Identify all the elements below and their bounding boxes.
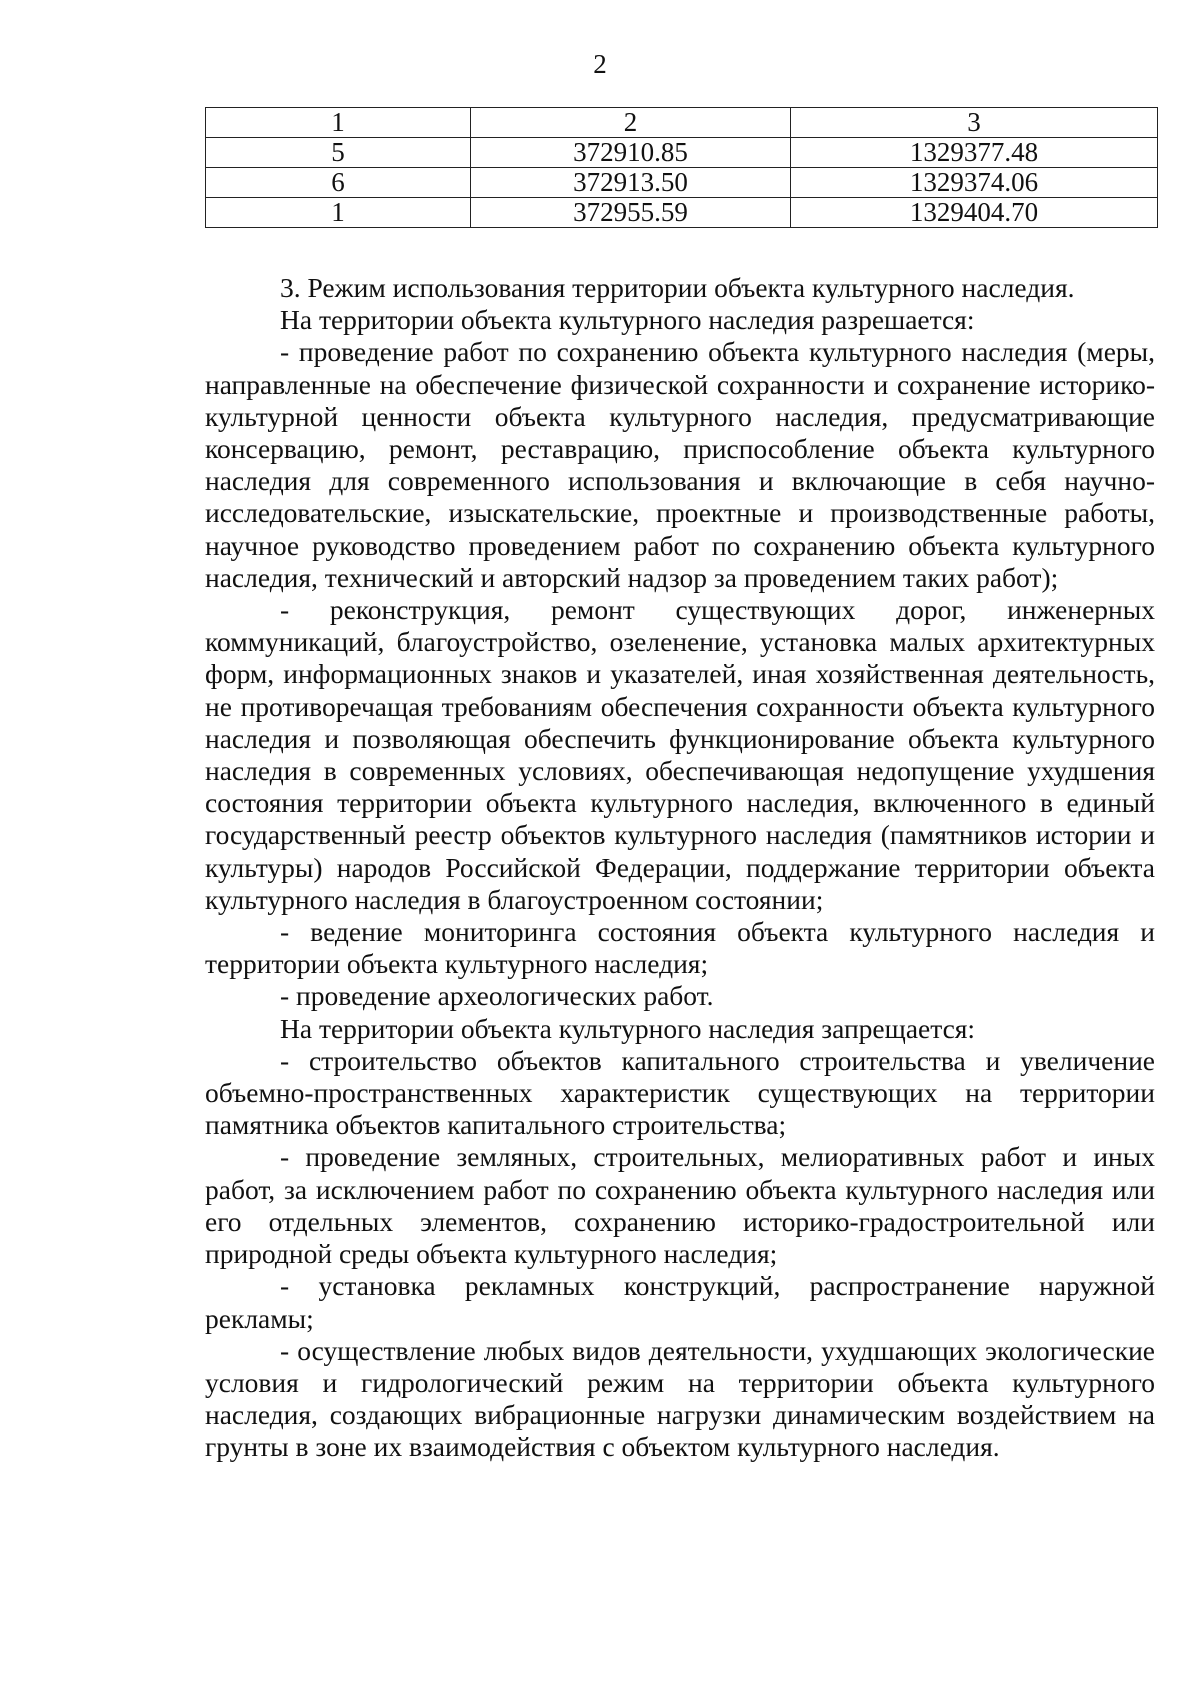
table-header-cell: 3 [791,108,1158,138]
allowed-item: - ведение мониторинга состояния объекта культурного наследия и территории объекта культурного наследия; [205,916,1155,980]
allowed-intro: На территории объекта культурного наследия разрешается: [280,304,975,336]
prohibited-item: - установка рекламных конструкций, распространение наружной рекламы; [205,1270,1155,1334]
document-body [205,272,1155,1464]
point-number-cell: 6 [206,168,471,198]
x-coordinate-cell: 372955.59 [471,198,791,228]
table-header-cell: 1 [206,108,471,138]
y-coordinate-cell: 1329374.06 [791,168,1158,198]
coordinates-table [205,107,1158,228]
x-coordinate-cell: 372910.85 [471,138,791,168]
allowed-item: - проведение археологических работ. [280,980,714,1012]
point-number-cell: 1 [206,198,471,228]
prohibited-item: - строительство объектов капитального строительства и увеличение объемно-пространственных характеристик существующих на территории памятника объектов капитального строительства; [205,1044,1155,1141]
table-row [206,168,1158,198]
prohibited-intro: На территории объекта культурного наследия запрещается: [280,1012,976,1044]
page-number: 2 [593,49,607,79]
point-number-cell: 5 [206,138,471,168]
y-coordinate-cell: 1329377.48 [791,138,1158,168]
table-row [206,138,1158,168]
section-heading: 3. Режим использования территории объекта культурного наследия. [280,272,1075,303]
y-coordinate-cell: 1329404.70 [791,198,1158,228]
table-row [206,198,1158,228]
allowed-item: - проведение работ по сохранению объекта культурного наследия (меры, направленные на обеспечение физической сохранности и сохранение историко-культурной ценности объекта культурного наследия, предусматривающие консервацию, ремонт, реставрацию, приспособление объекта культурного наследия для современного использования и включающие в себя научно-исследовательские, изыскательские, проектные и производственные работы, научное руководство проведением работ по сохранению объекта культурного наследия, технический и авторский надзор за проведением таких работ); [205,336,1155,593]
table-header-cell: 2 [471,108,791,138]
prohibited-item: - осуществление любых видов деятельности, ухудшающих экологические условия и гидрологический режим на территории объекта культурного наследия, создающих вибрационные нагрузки динамическим воздействием на грунты в зоне их взаимодействия с объектом культурного наследия. [205,1334,1155,1463]
table-header-row [206,108,1158,138]
x-coordinate-cell: 372913.50 [471,168,791,198]
prohibited-item: - проведение земляных, строительных, мелиоративных работ и иных работ, за исключением работ по сохранению объекта культурного наследия или его отдельных элементов, сохранению историко-градостроительной или природной среды объекта культурного наследия; [205,1141,1155,1270]
allowed-item: - реконструкция, ремонт существующих дорог, инженерных коммуникаций, благоустройство, озеленение, установка малых архитектурных форм, информационных знаков и указателей, иная хозяйственная деятельность, не противоречащая требованиям обеспечения сохранности объекта культурного наследия и позволяющая обеспечить функционирование объекта культурного наследия в современных условиях, обеспечивающая недопущение ухудшения состояния территории объекта культурного наследия, включенного в единый государственный реестр объектов культурного наследия (памятников истории и культуры) народов Российской Федерации, поддержание территории объекта культурного наследия в благоустроенном состоянии; [205,594,1155,915]
